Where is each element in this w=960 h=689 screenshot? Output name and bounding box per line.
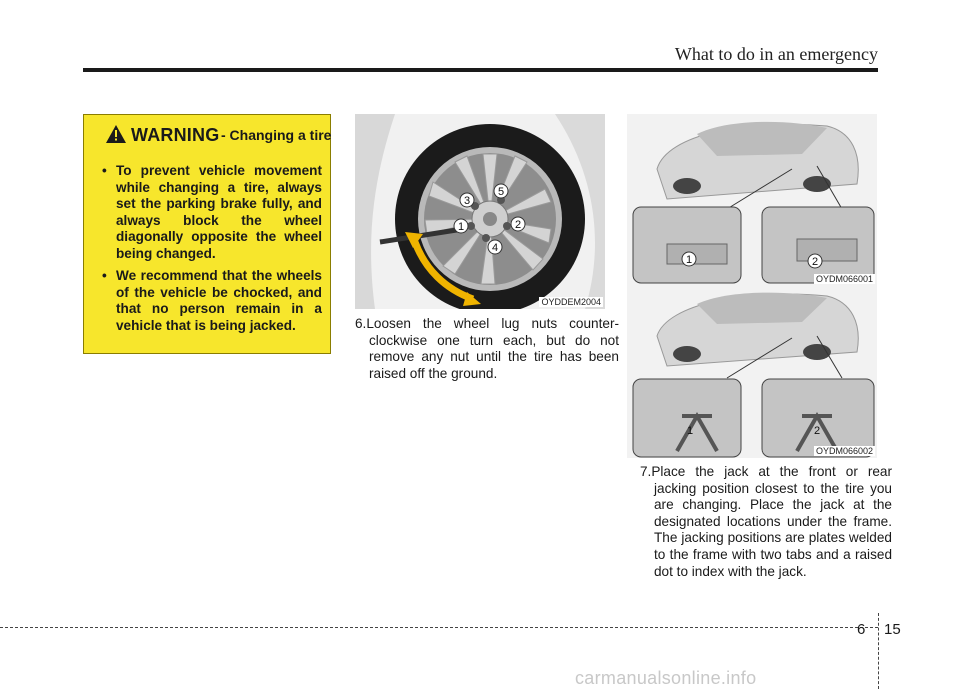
watermark: carmanualsonline.info: [575, 668, 757, 688]
warning-item: • We recommend that the wheels of the vehicle be chocked, and that no person remain in a vehicle that is being jacked.: [94, 268, 322, 334]
nut-label: 3: [463, 195, 471, 207]
section-number: 6: [857, 621, 866, 638]
jack-point-label: 2: [811, 256, 819, 268]
page-number: 15: [884, 621, 901, 638]
warning-list: [94, 163, 322, 334]
warning-subtitle: - Changing a tire: [221, 127, 332, 143]
wheel-illustration: [355, 114, 605, 309]
footer-rule: [0, 627, 878, 628]
header-rule: [83, 68, 878, 72]
nut-label: 5: [497, 186, 505, 198]
jacking-point-figure-bottom: [627, 286, 877, 458]
jack-point-label: 2: [813, 425, 821, 437]
footer-divider: [878, 613, 879, 689]
nut-label: 2: [514, 219, 522, 231]
car-underside-illustration: [627, 114, 877, 286]
warning-word: WARNING: [131, 125, 220, 145]
figure-code: OYDDEM2004: [541, 297, 601, 307]
wheel-lug-nut-figure: [355, 114, 605, 309]
nut-label: 4: [491, 242, 499, 254]
figure-code: OYDM066002: [815, 446, 873, 456]
jacking-point-figure-top: [627, 114, 877, 286]
nut-label: 1: [457, 221, 465, 233]
jack-point-label: 1: [685, 254, 693, 266]
step-6-text: 6.Loosen the wheel lug nuts counter-clockwise one turn each, but do not remove any nut until the tire has been raised off the ground.: [355, 316, 619, 381]
section-title: What to do in an emergency: [674, 44, 878, 64]
car-jack-illustration: [627, 286, 877, 458]
jack-point-label: 1: [686, 425, 694, 437]
warning-triangle-icon: [106, 125, 126, 143]
step-7-text: 7.Place the jack at the front or rear jacking position closest to the tire you are changing. Place the jack at the designated locations under the frame. The jacking positions are plates welded to the frame with two tabs and a raised dot to index with the jack.: [640, 464, 892, 579]
warning-item: • To prevent vehicle movement while changing a tire, always set the parking brake fully, and always block the wheel diagonally opposite the wheel being changed.: [94, 163, 322, 262]
figure-code: OYDM066001: [815, 274, 873, 284]
warning-box: [83, 114, 331, 354]
warning-header: [94, 123, 332, 159]
